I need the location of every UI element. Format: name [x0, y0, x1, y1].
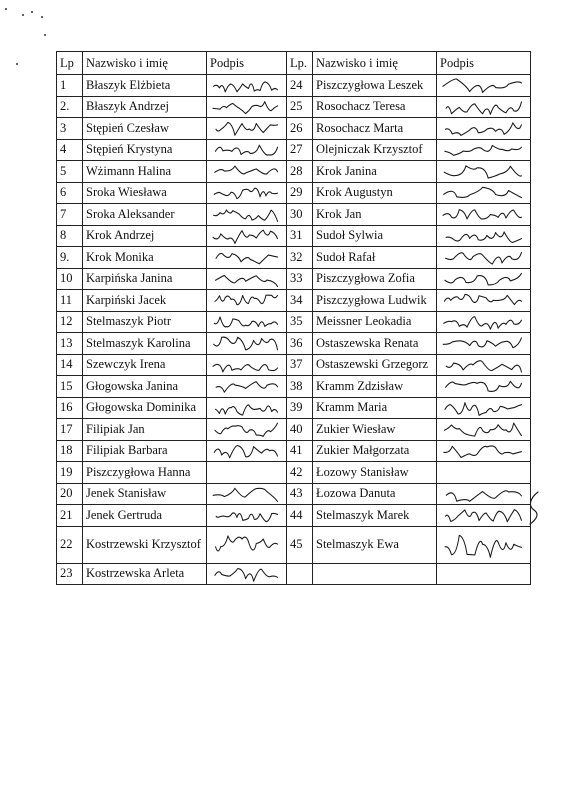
- person-name: Piszczygłowa Leszek: [313, 75, 437, 97]
- table-row: [57, 505, 531, 527]
- handwritten-signature: [440, 376, 527, 397]
- person-name: Jenek Gertruda: [83, 505, 207, 527]
- handwritten-signature: [440, 333, 527, 354]
- row-number: 17: [57, 419, 83, 441]
- person-name: Kramm Maria: [313, 397, 437, 419]
- header-signature-left: Podpis: [207, 52, 287, 75]
- row-number: 29: [287, 182, 313, 204]
- person-name: Filipiak Barbara: [83, 440, 207, 462]
- person-name: Sudoł Rafał: [313, 247, 437, 269]
- signature-cell: [437, 182, 531, 204]
- row-number: 9.: [57, 247, 83, 269]
- handwritten-signature: [210, 226, 283, 247]
- handwritten-signature: [210, 140, 283, 161]
- handwritten-signature: [440, 226, 527, 247]
- signature-cell: [437, 139, 531, 161]
- row-number: 18: [57, 440, 83, 462]
- person-name: Jenek Stanisław: [83, 483, 207, 505]
- row-number: 1: [57, 75, 83, 97]
- table-row: [57, 526, 531, 563]
- table-row: [57, 419, 531, 441]
- person-name: Szewczyk Irena: [83, 354, 207, 376]
- signature-cell: [437, 268, 531, 290]
- stray-pen-mark: [524, 488, 546, 528]
- signature-cell: [207, 354, 287, 376]
- handwritten-signature: [210, 355, 283, 376]
- signature-cell: [437, 505, 531, 527]
- handwritten-signature: [210, 204, 283, 225]
- person-name: Karpińska Janina: [83, 268, 207, 290]
- person-name: Rosochacz Teresa: [313, 96, 437, 118]
- table-row: [57, 268, 531, 290]
- row-number: 31: [287, 225, 313, 247]
- handwritten-signature: [440, 161, 527, 182]
- person-name: Piszczygłowa Ludwik: [313, 290, 437, 312]
- row-number: 15: [57, 376, 83, 398]
- person-name: Stępień Krystyna: [83, 139, 207, 161]
- table-row: [57, 397, 531, 419]
- row-number: 11: [57, 290, 83, 312]
- signature-cell: [437, 96, 531, 118]
- handwritten-signature: [440, 505, 527, 526]
- row-number: 7: [57, 204, 83, 226]
- handwritten-signature: [440, 527, 527, 563]
- person-name: Kostrzewski Krzysztof: [83, 526, 207, 563]
- signature-cell: [207, 161, 287, 183]
- person-name: Krok Andrzej: [83, 225, 207, 247]
- person-name: Krok Augustyn: [313, 182, 437, 204]
- scan-speck: [41, 16, 43, 18]
- signature-cell: [207, 526, 287, 563]
- row-number: 22: [57, 526, 83, 563]
- person-name: Łozowy Stanisław: [313, 462, 437, 484]
- table-row: [57, 440, 531, 462]
- row-number: 23: [57, 563, 83, 585]
- signature-cell: [437, 225, 531, 247]
- handwritten-signature: [210, 398, 283, 419]
- signature-cell: [437, 290, 531, 312]
- scan-speck: [44, 34, 46, 36]
- signature-cell: [207, 505, 287, 527]
- signature-cell: [207, 204, 287, 226]
- person-name: Łozowa Danuta: [313, 483, 437, 505]
- table-row: [57, 483, 531, 505]
- signature-cell: [437, 204, 531, 226]
- person-name: Kostrzewska Arleta: [83, 563, 207, 585]
- table-row: [57, 376, 531, 398]
- row-number: 8: [57, 225, 83, 247]
- person-name: Kramm Zdzisław: [313, 376, 437, 398]
- signature-cell: [437, 161, 531, 183]
- row-number: 38: [287, 376, 313, 398]
- handwritten-signature: [440, 441, 527, 462]
- signature-cell: [207, 290, 287, 312]
- header-lp-right: Lp.: [287, 52, 313, 75]
- row-number: 43: [287, 483, 313, 505]
- row-number: 42: [287, 462, 313, 484]
- handwritten-signature: [210, 97, 283, 118]
- handwritten-signature: [210, 564, 283, 585]
- row-number: 28: [287, 161, 313, 183]
- signature-cell: [207, 563, 287, 585]
- person-name: Głogowska Dominika: [83, 397, 207, 419]
- table-row: [57, 333, 531, 355]
- person-name: Sudoł Sylwia: [313, 225, 437, 247]
- signature-cell: [207, 268, 287, 290]
- table-row: [57, 247, 531, 269]
- person-name: Wżimann Halina: [83, 161, 207, 183]
- row-number: 16: [57, 397, 83, 419]
- handwritten-signature: [210, 75, 283, 96]
- person-name: Błaszyk Elżbieta: [83, 75, 207, 97]
- person-name: Stelmaszyk Karolina: [83, 333, 207, 355]
- row-number: 44: [287, 505, 313, 527]
- handwritten-signature: [440, 118, 527, 139]
- handwritten-signature: [210, 376, 283, 397]
- handwritten-signature: [210, 484, 283, 505]
- row-number: 12: [57, 311, 83, 333]
- row-number: 26: [287, 118, 313, 140]
- signature-cell: [437, 376, 531, 398]
- table-row: [57, 161, 531, 183]
- signature-cell: [437, 419, 531, 441]
- table-row: [57, 290, 531, 312]
- signature-cell: [437, 247, 531, 269]
- table-row: [57, 462, 531, 484]
- signature-cell: [207, 376, 287, 398]
- person-name: Sroka Wiesława: [83, 182, 207, 204]
- table-row: [57, 563, 531, 585]
- handwritten-signature: [210, 312, 283, 333]
- header-signature-right: Podpis: [437, 52, 531, 75]
- row-number: 21: [57, 505, 83, 527]
- row-number: 20: [57, 483, 83, 505]
- handwritten-signature: [440, 204, 527, 225]
- handwritten-signature: [210, 290, 283, 311]
- person-name: Stelmaszyk Ewa: [313, 526, 437, 563]
- signature-cell: [207, 118, 287, 140]
- person-name: Filipiak Jan: [83, 419, 207, 441]
- row-number: 19: [57, 462, 83, 484]
- signature-cell: [437, 526, 531, 563]
- person-name: Głogowska Janina: [83, 376, 207, 398]
- row-number: 35: [287, 311, 313, 333]
- handwritten-signature: [210, 247, 283, 268]
- handwritten-signature: [210, 161, 283, 182]
- signature-cell: [207, 139, 287, 161]
- person-name: Krok Janina: [313, 161, 437, 183]
- row-number: 45: [287, 526, 313, 563]
- table-row: [57, 182, 531, 204]
- table-row: [57, 118, 531, 140]
- signature-cell: [207, 333, 287, 355]
- person-name: Stelmaszyk Marek: [313, 505, 437, 527]
- signature-cell: [207, 225, 287, 247]
- row-number: 34: [287, 290, 313, 312]
- person-name: Krok Monika: [83, 247, 207, 269]
- handwritten-signature: [440, 355, 527, 376]
- signature-cell: [437, 311, 531, 333]
- signature-cell: [437, 354, 531, 376]
- person-name: Zukier Wiesław: [313, 419, 437, 441]
- empty-cell: [287, 563, 313, 585]
- signature-list-table: [56, 51, 531, 585]
- signature-cell: [207, 483, 287, 505]
- row-number: 30: [287, 204, 313, 226]
- signature-cell: [437, 333, 531, 355]
- person-name: Błaszyk Andrzej: [83, 96, 207, 118]
- row-number: 14: [57, 354, 83, 376]
- table-row: [57, 96, 531, 118]
- header-name-left: Nazwisko i imię: [83, 52, 207, 75]
- handwritten-signature: [210, 441, 283, 462]
- handwritten-signature: [440, 484, 527, 505]
- handwritten-signature: [210, 269, 283, 290]
- handwritten-signature: [440, 75, 527, 96]
- handwritten-signature: [210, 333, 283, 354]
- table-row: [57, 139, 531, 161]
- row-number: 24: [287, 75, 313, 97]
- person-name: Piszczygłowa Hanna: [83, 462, 207, 484]
- person-name: Stelmaszyk Piotr: [83, 311, 207, 333]
- row-number: 37: [287, 354, 313, 376]
- person-name: Ostaszewska Renata: [313, 333, 437, 355]
- row-number: 13: [57, 333, 83, 355]
- handwritten-signature: [440, 140, 527, 161]
- person-name: Zukier Małgorzata: [313, 440, 437, 462]
- table-header-row: [57, 52, 531, 75]
- person-name: Olejniczak Krzysztof: [313, 139, 437, 161]
- handwritten-signature: [440, 97, 527, 118]
- row-number: 33: [287, 268, 313, 290]
- handwritten-signature: [210, 118, 283, 139]
- person-name: Meissner Leokadia: [313, 311, 437, 333]
- row-number: 5: [57, 161, 83, 183]
- handwritten-signature: [440, 419, 527, 440]
- signature-cell: [437, 75, 531, 97]
- handwritten-signature: [440, 312, 527, 333]
- handwritten-signature: [440, 290, 527, 311]
- signature-cell: [437, 397, 531, 419]
- handwritten-signature: [210, 505, 283, 526]
- row-number: 25: [287, 96, 313, 118]
- signature-cell: [437, 462, 531, 484]
- table-row: [57, 75, 531, 97]
- signature-cell: [207, 397, 287, 419]
- signature-cell: [437, 440, 531, 462]
- signature-cell: [207, 247, 287, 269]
- person-name: Ostaszewski Grzegorz: [313, 354, 437, 376]
- person-name: Sroka Aleksander: [83, 204, 207, 226]
- scan-speck: [22, 14, 24, 16]
- handwritten-signature: [440, 247, 527, 268]
- header-name-right: Nazwisko i imię: [313, 52, 437, 75]
- table-row: [57, 225, 531, 247]
- person-name: Karpiński Jacek: [83, 290, 207, 312]
- row-number: 40: [287, 419, 313, 441]
- row-number: 39: [287, 397, 313, 419]
- handwritten-signature: [210, 419, 283, 440]
- handwritten-signature: [440, 183, 527, 204]
- signature-cell: [207, 440, 287, 462]
- signature-cell: [437, 118, 531, 140]
- scan-speck: [31, 11, 33, 13]
- empty-cell: [437, 563, 531, 585]
- signature-cell: [207, 419, 287, 441]
- person-name: Rosochacz Marta: [313, 118, 437, 140]
- scan-speck: [16, 63, 18, 65]
- person-name: Piszczygłowa Zofia: [313, 268, 437, 290]
- empty-cell: [313, 563, 437, 585]
- signature-cell: [207, 311, 287, 333]
- handwritten-signature: [440, 269, 527, 290]
- row-number: 10: [57, 268, 83, 290]
- table-row: [57, 354, 531, 376]
- handwritten-signature: [210, 527, 283, 563]
- handwritten-signature: [210, 183, 283, 204]
- signature-cell: [207, 96, 287, 118]
- scan-speck: [5, 8, 7, 10]
- person-name: Stępień Czesław: [83, 118, 207, 140]
- row-number: 41: [287, 440, 313, 462]
- row-number: 3: [57, 118, 83, 140]
- table-row: [57, 204, 531, 226]
- row-number: 36: [287, 333, 313, 355]
- signature-cell: [437, 483, 531, 505]
- signature-cell: [207, 75, 287, 97]
- signature-cell: [207, 462, 287, 484]
- row-number: 27: [287, 139, 313, 161]
- header-lp-left: Lp: [57, 52, 83, 75]
- row-number: 6: [57, 182, 83, 204]
- person-name: Krok Jan: [313, 204, 437, 226]
- handwritten-signature: [440, 398, 527, 419]
- row-number: 2.: [57, 96, 83, 118]
- row-number: 4: [57, 139, 83, 161]
- signature-cell: [207, 182, 287, 204]
- row-number: 32: [287, 247, 313, 269]
- table-row: [57, 311, 531, 333]
